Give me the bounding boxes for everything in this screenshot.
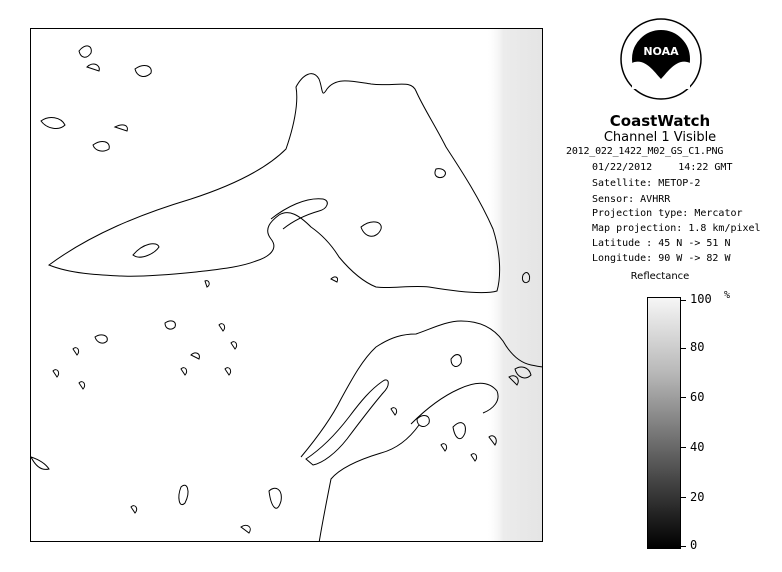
lake-superior-coastline [49,74,500,293]
reflectance-colorbar [647,297,681,549]
latitude-line: Latitude : 45 N -> 51 N [592,238,731,249]
colorbar-tick-label: 20 [690,490,705,504]
colorbar-tick [681,497,686,498]
lake-shore-south [319,425,419,542]
date-value: 01/22/2012 [592,162,653,173]
longitude-line: Longitude: 90 W -> 82 W [592,253,731,264]
projection-line: Projection type: Mercator [592,208,743,219]
noaa-logo [620,15,702,111]
colorbar-tick-label: 100 [690,292,712,306]
map-coastlines [31,29,543,542]
colorbar-tick-label: 60 [690,390,705,404]
channel-label: Channel 1 Visible [603,130,717,145]
map-panel [30,28,543,542]
filename-label: 2012_022_1422_M02_GS_C1.PNG [566,146,724,157]
colorbar-tick [681,546,686,547]
lake-nipigon [361,222,381,236]
bruce-peninsula [306,380,388,465]
georgian-bay-shore [411,383,498,424]
colorbar-tick [681,300,686,301]
time-value: 14:22 GMT [678,162,733,173]
colorbar-tick [681,348,686,349]
colorbar-tick [681,397,686,398]
date-time-line [592,162,732,173]
isle-royale [133,244,159,257]
colorbar-tick-label: 0 [690,538,698,552]
sensor-line: Sensor: AVHRR [592,194,671,205]
keweenaw-peninsula [271,199,327,229]
cloud-haze [486,29,543,542]
colorbar-tick-label: 40 [690,440,705,454]
colorbar-unit: % [724,290,731,301]
satellite-line: Satellite: METOP-2 [592,178,701,189]
app-title: CoastWatch [609,112,711,130]
logo-text: NOAA [643,45,679,58]
map-projection-line: Map projection: 1.8 km/pixel [592,223,761,234]
colorbar-tick-label: 80 [690,340,705,354]
colorbar-label: Reflectance [630,271,690,282]
colorbar-tick [681,447,686,448]
